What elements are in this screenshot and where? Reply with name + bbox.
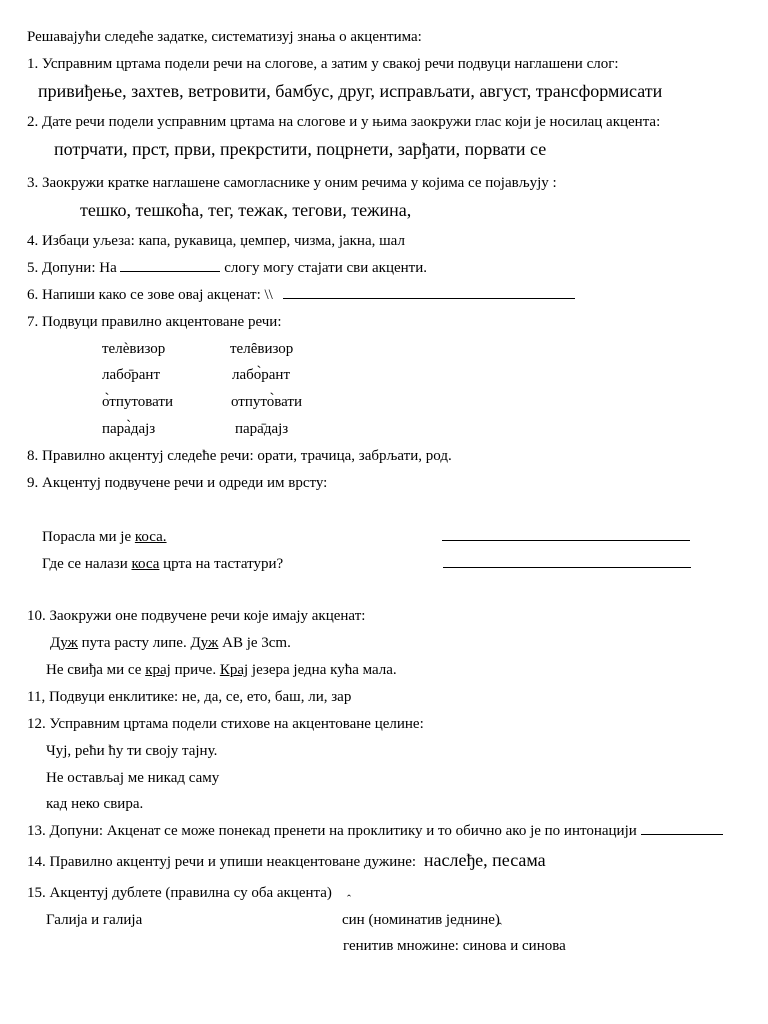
- q9-sentence-2-word: коса: [131, 556, 160, 572]
- q10-word-a: Дуж: [50, 635, 78, 651]
- q9-sentence-1-pre: Порасла ми је: [42, 529, 135, 545]
- q10-word-c: крај: [145, 662, 171, 678]
- q10-word-b: Дуж: [190, 635, 219, 651]
- question-8: 8. Правилно акцентуј следеће речи: орати, трачица, забрљати, род.: [27, 448, 452, 464]
- question-15: 15. Акцентуј дублете (правилна су оба акцента): [27, 885, 332, 901]
- q9-sentence-2-pre: Где се налази: [42, 556, 132, 572]
- question-7: 7. Подвуци правилно акцентоване речи:: [27, 314, 282, 330]
- question-5-blank[interactable]: [120, 271, 220, 272]
- q7-pair-3-right: отпуто̀вати: [231, 394, 302, 410]
- question-1-words: привиђење, захтев, ветровити, бамбус, друг, исправљати, август, трансформисати: [38, 81, 663, 101]
- question-3: 3. Заокружи кратке наглашене самогласнике у оним речима у којима се појављују :: [27, 175, 557, 191]
- q7-pair-1-right: телȇвизор: [230, 341, 294, 357]
- question-9: 9. Акцентуј подвучене речи и одреди им врсту:: [27, 475, 328, 491]
- q10-b-post: АВ је 3cm.: [218, 635, 291, 651]
- q10-word-d: Крај: [219, 662, 249, 678]
- question-11: 11, Подвуци енклитике: не, да, се, ето, баш, ли, зар: [27, 689, 352, 705]
- question-5-suffix: слогу могу стајати сви акценти.: [224, 260, 428, 276]
- q12-verse-2: Не остављај ме никад саму: [46, 770, 220, 786]
- q7-pair-2-left: лабо̄рант: [102, 367, 161, 383]
- q9-answer-1-blank[interactable]: [442, 540, 690, 541]
- q9-sentence-2-post: црта на тастатури?: [159, 556, 284, 572]
- question-3-words: тешко, тешкоћа, тег, тежак, тегови, тежина,: [80, 200, 412, 220]
- q10-d-post: језера једна кућа мала.: [248, 662, 397, 678]
- question-1: 1. Усправним цртама подели речи на слогове, а затим у свакој речи подвуци наглашени слог:: [27, 56, 619, 72]
- question-6: [27, 285, 575, 305]
- question-5: [27, 258, 427, 278]
- question-14-words: наслеђе, песама: [423, 850, 546, 870]
- question-6-text: 6. Напиши како се зове овај акценат: \\: [27, 287, 273, 303]
- q15-left-pair: Галија и галија: [46, 912, 143, 928]
- question-13-text: 13. Допуни: Акценат се може понекад пренети на проклитику и то обично ако је по интонацији: [27, 823, 637, 839]
- q9-sentence-2: [42, 554, 283, 574]
- q15-hat-mark-2: ˆ: [498, 920, 502, 934]
- question-4: 4. Избаци уљеза: капа, рукавица, џемпер, чизма, јакна, шал: [27, 233, 405, 249]
- q10-c-pre: Не свиђа ми се: [46, 662, 146, 678]
- q9-answer-1: [442, 527, 690, 547]
- q12-verse-3: кад неко свира.: [46, 796, 144, 812]
- question-6-blank[interactable]: [283, 298, 575, 299]
- q9-answer-2-blank[interactable]: [443, 567, 691, 568]
- q10-c-post: приче.: [170, 662, 220, 678]
- q9-sentence-1-word: коса.: [134, 529, 167, 545]
- question-13: [27, 821, 723, 841]
- question-13-blank[interactable]: [641, 834, 723, 835]
- question-14: [27, 850, 546, 872]
- q7-pair-4-right: пара̄дајз: [235, 421, 289, 437]
- q10-line-2: [46, 660, 397, 680]
- q15-right-line-2: генитив множине: синова и синова: [343, 938, 566, 954]
- question-5-prefix: 5. Допуни: На: [27, 260, 117, 276]
- q7-pair-4-left: пара̀дајз: [102, 421, 156, 437]
- question-2-words: потрчати, прст, први, прекрстити, поцрнети, зарђати, порвати се: [54, 139, 547, 159]
- q7-pair-1-left: телѐвизор: [102, 341, 166, 357]
- q7-pair-3-left: о̀тпутовати: [102, 394, 173, 410]
- question-12: 12. Усправним цртама подели стихове на акцентоване целине:: [27, 716, 424, 732]
- q9-sentence-1: [42, 527, 167, 547]
- q12-verse-1: Чуј, рећи ћу ти своју тајну.: [46, 743, 218, 759]
- q15-right-line-1: син (номинатив једнине): [342, 912, 500, 928]
- intro-text: Решавајући следеће задатке, систематизуј знања о акцентима:: [27, 29, 422, 45]
- q10-line-1: [50, 633, 291, 653]
- q9-answer-2: [443, 554, 691, 574]
- question-2: 2. Дате речи подели усправним цртама на слогове и у њима заокружи глас који је носилац акцента:: [27, 114, 661, 130]
- question-14-text: 14. Правилно акцентуј речи и упиши неакцентоване дужине:: [27, 854, 417, 870]
- q7-pair-2-right: лабо̀рант: [232, 367, 291, 383]
- question-10: 10. Заокружи оне подвучене речи које имају акценат:: [27, 608, 366, 624]
- q15-hat-mark-1: ˆ: [347, 892, 351, 906]
- q10-a-post: пута расту липе.: [77, 635, 191, 651]
